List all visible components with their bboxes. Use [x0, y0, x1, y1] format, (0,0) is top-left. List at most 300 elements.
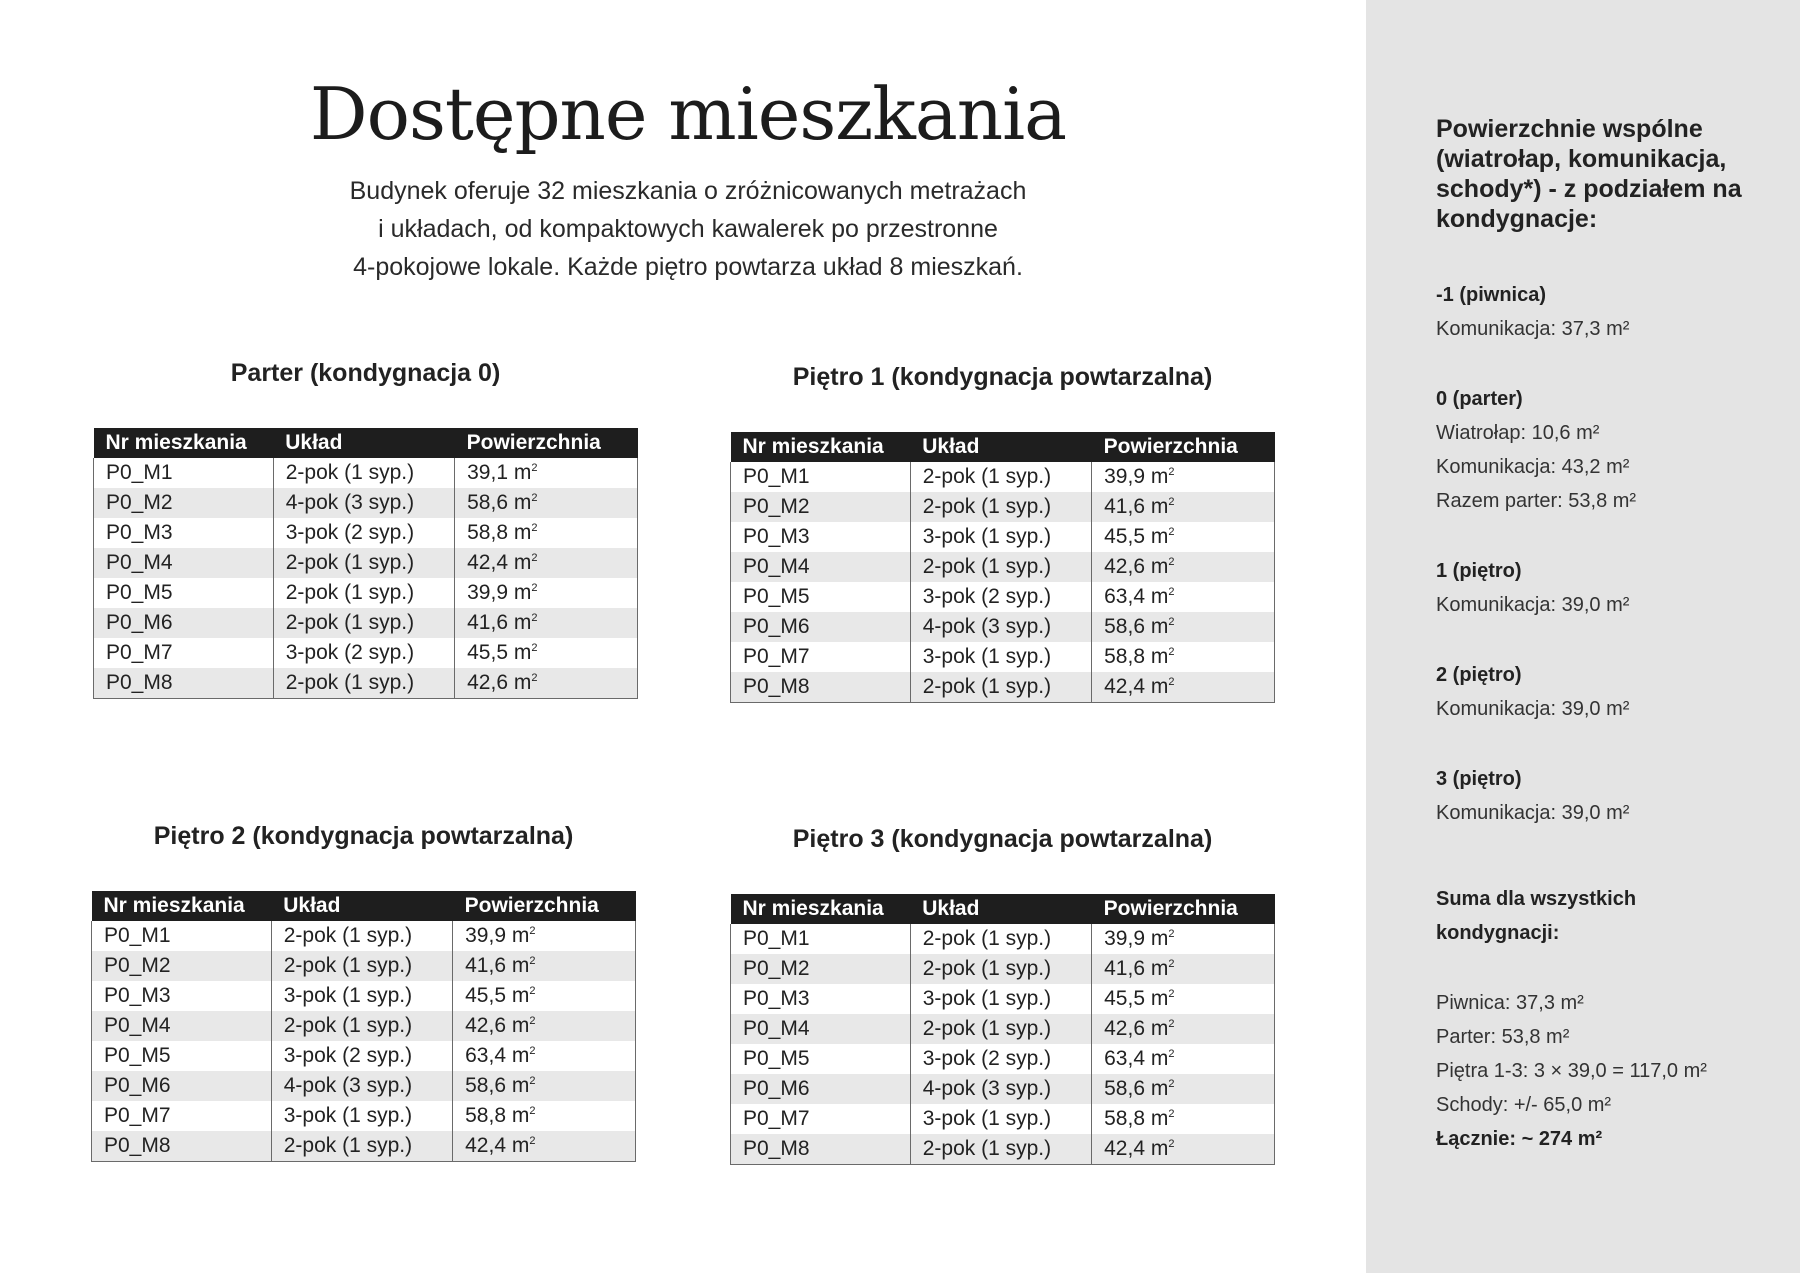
- cell-value: P0_M4: [106, 551, 173, 574]
- cell-value: P0_M8: [106, 671, 173, 694]
- area-unit-exponent: 2: [531, 522, 538, 534]
- table-row: [92, 951, 636, 981]
- apartment-area: [453, 1101, 636, 1131]
- cell-value: 58,6: [1104, 615, 1145, 638]
- area-unit-exponent: 2: [1168, 928, 1175, 940]
- apartment-area: [1092, 552, 1275, 582]
- area-unit-exponent: 2: [1168, 496, 1175, 508]
- apartment-id: [731, 552, 911, 582]
- area-unit-exponent: 2: [1168, 556, 1175, 568]
- area-unit-exponent: 2: [531, 672, 538, 684]
- apartment-id: [94, 488, 274, 518]
- apartment-id: [94, 608, 274, 638]
- cell-value: P0_M3: [743, 525, 810, 548]
- table-row: [92, 921, 636, 951]
- column-header: Układ: [910, 432, 1091, 462]
- cell-value: 3-pok (1 syp.): [922, 987, 1052, 1010]
- floor-heading: 2 (piętro): [1436, 664, 1522, 686]
- common-areas-sidebar: [1366, 0, 1800, 1273]
- intro-line: i układach, od kompaktowych kawalerek po przestronne: [378, 215, 998, 243]
- apartment-layout: [271, 921, 452, 951]
- cell-value: 2-pok (1 syp.): [283, 1134, 413, 1157]
- summary-line: Schody: +/- 65,0 m²: [1436, 1094, 1612, 1116]
- area-unit-exponent: 2: [1168, 1108, 1175, 1120]
- area-unit: m: [513, 641, 532, 664]
- summary-line: Parter: 53,8 m²: [1436, 1026, 1570, 1048]
- apartment-id: [731, 672, 911, 703]
- column-header: Powierzchnia: [453, 891, 636, 921]
- apartment-area: [455, 488, 638, 518]
- apartment-id: [731, 612, 911, 642]
- intro-text: [288, 172, 1088, 286]
- cell-value: P0_M7: [104, 1104, 171, 1127]
- area-unit: m: [1150, 675, 1169, 698]
- apartments-table: [730, 432, 1275, 703]
- cell-value: 3-pok (2 syp.): [283, 1044, 413, 1067]
- apartment-area: [1092, 582, 1275, 612]
- apartment-area: [1092, 924, 1275, 954]
- apartments-table: [91, 891, 636, 1162]
- cell-value: P0_M1: [106, 461, 173, 484]
- area-unit: m: [511, 1134, 530, 1157]
- cell-value: P0_M1: [743, 927, 810, 950]
- area-unit: m: [513, 581, 532, 604]
- apartment-id: [92, 981, 272, 1011]
- cell-value: P0_M5: [106, 581, 173, 604]
- apartment-layout: [273, 518, 454, 548]
- cell-value: P0_M2: [743, 957, 810, 980]
- apartment-id: [731, 1134, 911, 1165]
- cell-value: 3-pok (1 syp.): [283, 1104, 413, 1127]
- cell-value: P0_M4: [104, 1014, 171, 1037]
- floor-list: [1436, 278, 1760, 830]
- apartment-id: [731, 1104, 911, 1134]
- cell-value: 2-pok (1 syp.): [285, 581, 415, 604]
- cell-value: 63,4: [465, 1044, 506, 1067]
- cell-value: 3-pok (1 syp.): [922, 1107, 1052, 1130]
- table-row: [731, 642, 1275, 672]
- area-unit-exponent: 2: [1168, 1138, 1175, 1150]
- table-row: [731, 1044, 1275, 1074]
- cell-value: 2-pok (1 syp.): [922, 465, 1052, 488]
- apartment-layout: [910, 492, 1091, 522]
- apartment-area: [1092, 522, 1275, 552]
- area-unit-exponent: 2: [1168, 988, 1175, 1000]
- apartment-area: [455, 518, 638, 548]
- apartment-layout: [910, 954, 1091, 984]
- apartment-area: [455, 548, 638, 578]
- apartment-area: [453, 981, 636, 1011]
- apartment-layout: [273, 608, 454, 638]
- cell-value: P0_M7: [106, 641, 173, 664]
- apartment-area: [1092, 462, 1275, 492]
- column-header: Układ: [273, 428, 454, 458]
- cell-value: 42,4: [1104, 675, 1145, 698]
- column-header: Nr mieszkania: [92, 891, 272, 921]
- apartment-layout: [910, 462, 1091, 492]
- apartment-area: [1092, 642, 1275, 672]
- apartment-area: [1092, 1044, 1275, 1074]
- apartment-id: [731, 492, 911, 522]
- table-header-row: [731, 432, 1275, 462]
- apartments-table: [730, 894, 1275, 1165]
- table-row: [731, 462, 1275, 492]
- cell-value: P0_M2: [106, 491, 173, 514]
- area-unit: m: [511, 984, 530, 1007]
- cell-value: 58,8: [1104, 1107, 1145, 1130]
- apartment-id: [92, 951, 272, 981]
- cell-value: P0_M8: [104, 1134, 171, 1157]
- cell-value: 4-pok (3 syp.): [285, 491, 415, 514]
- cell-value: P0_M2: [743, 495, 810, 518]
- apartment-id: [92, 921, 272, 951]
- cell-value: P0_M5: [743, 1047, 810, 1070]
- area-unit-exponent: 2: [529, 1135, 536, 1147]
- summary-line: Piętra 1-3: 3 × 39,0 = 117,0 m²: [1436, 1060, 1707, 1082]
- cell-value: 2-pok (1 syp.): [285, 551, 415, 574]
- area-unit-exponent: 2: [531, 582, 538, 594]
- apartment-id: [92, 1131, 272, 1162]
- column-header: Nr mieszkania: [731, 432, 911, 462]
- cell-value: 63,4: [1104, 1047, 1145, 1070]
- cell-value: 63,4: [1104, 585, 1145, 608]
- column-header: Układ: [271, 891, 452, 921]
- cell-value: P0_M3: [104, 984, 171, 1007]
- table-row: [731, 1074, 1275, 1104]
- page-title: Dostępne mieszkania: [309, 72, 1067, 156]
- apartment-id: [94, 548, 274, 578]
- cell-value: P0_M7: [743, 645, 810, 668]
- apartment-area: [455, 458, 638, 488]
- apartment-layout: [271, 1011, 452, 1041]
- cell-value: P0_M4: [743, 1017, 810, 1040]
- apartment-layout: [271, 951, 452, 981]
- area-unit: m: [1150, 1047, 1169, 1070]
- table-row: [731, 1014, 1275, 1044]
- apartment-id: [92, 1071, 272, 1101]
- cell-value: 39,9: [1104, 465, 1145, 488]
- apartment-id: [94, 518, 274, 548]
- floor-block: [1436, 658, 1760, 726]
- apartment-layout: [273, 578, 454, 608]
- table-row: [92, 1011, 636, 1041]
- table-row: [94, 518, 638, 548]
- cell-value: 45,5: [467, 641, 508, 664]
- apartment-id: [92, 1011, 272, 1041]
- apartment-area: [455, 668, 638, 699]
- column-header: Nr mieszkania: [731, 894, 911, 924]
- apartment-layout: [910, 1074, 1091, 1104]
- area-unit-exponent: 2: [529, 1105, 536, 1117]
- apartment-layout: [273, 548, 454, 578]
- cell-value: 2-pok (1 syp.): [285, 611, 415, 634]
- cell-value: 3-pok (2 syp.): [285, 641, 415, 664]
- area-unit-exponent: 2: [531, 642, 538, 654]
- cell-value: 4-pok (3 syp.): [283, 1074, 413, 1097]
- apartment-area: [455, 578, 638, 608]
- area-unit: m: [1150, 615, 1169, 638]
- cell-value: 3-pok (2 syp.): [922, 1047, 1052, 1070]
- apartment-id: [731, 462, 911, 492]
- floor-block: [1436, 278, 1760, 346]
- floor-block: [1436, 554, 1760, 622]
- apartment-id: [731, 1074, 911, 1104]
- area-unit-exponent: 2: [1168, 616, 1175, 628]
- cell-value: P0_M2: [104, 954, 171, 977]
- cell-value: 58,6: [467, 491, 508, 514]
- section-heading: Piętro 3 (kondygnacja powtarzalna): [792, 825, 1213, 853]
- cell-value: 45,5: [465, 984, 506, 1007]
- table-row: [731, 612, 1275, 642]
- table-row: [92, 981, 636, 1011]
- apartments-table: [93, 428, 638, 699]
- table-row: [94, 638, 638, 668]
- apartment-id: [731, 1014, 911, 1044]
- cell-value: 45,5: [1104, 987, 1145, 1010]
- cell-value: P0_M1: [743, 465, 810, 488]
- apartment-id: [94, 638, 274, 668]
- apartment-layout: [910, 984, 1091, 1014]
- floor-heading: 0 (parter): [1436, 388, 1523, 410]
- cell-value: 39,9: [1104, 927, 1145, 950]
- apartment-layout: [910, 582, 1091, 612]
- cell-value: P0_M7: [743, 1107, 810, 1130]
- area-unit-exponent: 2: [1168, 676, 1175, 688]
- area-unit-exponent: 2: [529, 925, 536, 937]
- cell-value: 42,6: [467, 671, 508, 694]
- floor-area-line: Komunikacja: 39,0 m²: [1436, 594, 1630, 616]
- cell-value: P0_M4: [743, 555, 810, 578]
- apartment-area: [1092, 1074, 1275, 1104]
- apartment-id: [731, 582, 911, 612]
- cell-value: 41,6: [465, 954, 506, 977]
- floor-block: [1436, 762, 1760, 830]
- apartment-area: [1092, 672, 1275, 703]
- section-pietro-1: [730, 362, 1275, 703]
- cell-value: 42,6: [1104, 1017, 1145, 1040]
- cell-value: P0_M5: [743, 585, 810, 608]
- cell-value: P0_M3: [743, 987, 810, 1010]
- cell-value: 2-pok (1 syp.): [285, 671, 415, 694]
- cell-value: 41,6: [1104, 495, 1145, 518]
- table-row: [94, 668, 638, 699]
- table-header-row: [94, 428, 638, 458]
- area-unit-exponent: 2: [1168, 1078, 1175, 1090]
- cell-value: 2-pok (1 syp.): [922, 1017, 1052, 1040]
- cell-value: 4-pok (3 syp.): [922, 615, 1052, 638]
- area-unit: m: [1150, 645, 1169, 668]
- cell-value: 2-pok (1 syp.): [922, 957, 1052, 980]
- area-unit-exponent: 2: [531, 612, 538, 624]
- cell-value: 39,1: [467, 461, 508, 484]
- table-header-row: [92, 891, 636, 921]
- apartment-area: [1092, 1014, 1275, 1044]
- summary-line: Piwnica: 37,3 m²: [1436, 992, 1584, 1014]
- section-heading: Piętro 2 (kondygnacja powtarzalna): [153, 822, 574, 850]
- cell-value: P0_M8: [743, 675, 810, 698]
- table-row: [94, 488, 638, 518]
- area-unit-exponent: 2: [531, 492, 538, 504]
- area-unit: m: [1150, 1137, 1169, 1160]
- apartment-id: [731, 984, 911, 1014]
- cell-value: 58,8: [1104, 645, 1145, 668]
- floor-area-line: Komunikacja: 39,0 m²: [1436, 698, 1630, 720]
- table-row: [92, 1041, 636, 1071]
- table-row: [92, 1131, 636, 1162]
- apartment-id: [731, 522, 911, 552]
- cell-value: 3-pok (1 syp.): [283, 984, 413, 1007]
- cell-value: P0_M6: [743, 1077, 810, 1100]
- area-unit: m: [511, 1044, 530, 1067]
- area-unit-exponent: 2: [529, 985, 536, 997]
- table-row: [94, 458, 638, 488]
- floor-block: [1436, 382, 1760, 518]
- table-row: [92, 1101, 636, 1131]
- area-unit-exponent: 2: [1168, 1018, 1175, 1030]
- area-unit: m: [1150, 585, 1169, 608]
- area-unit: m: [1150, 465, 1169, 488]
- summary-title: Suma dla wszystkich kondygnacji:: [1436, 888, 1637, 944]
- area-unit-exponent: 2: [529, 1075, 536, 1087]
- sidebar-title: Powierzchnie wspólne (wiatrołap, komunikacja, schody*) - z podziałem na kondygnacje:: [1436, 115, 1742, 233]
- floor-heading: 1 (piętro): [1436, 560, 1522, 582]
- section-parter: [93, 358, 638, 699]
- apartment-layout: [273, 488, 454, 518]
- apartment-layout: [271, 1071, 452, 1101]
- floor-heading: -1 (piwnica): [1436, 284, 1547, 306]
- floor-heading: 3 (piętro): [1436, 768, 1522, 790]
- apartment-layout: [910, 1134, 1091, 1165]
- apartment-id: [94, 458, 274, 488]
- apartment-area: [453, 1131, 636, 1162]
- cell-value: 2-pok (1 syp.): [922, 495, 1052, 518]
- area-unit-exponent: 2: [531, 552, 538, 564]
- apartment-area: [453, 1041, 636, 1071]
- area-unit: m: [511, 1074, 530, 1097]
- column-header: Powierzchnia: [1092, 894, 1275, 924]
- table-row: [731, 954, 1275, 984]
- cell-value: 2-pok (1 syp.): [283, 954, 413, 977]
- area-unit: m: [513, 521, 532, 544]
- cell-value: 41,6: [1104, 957, 1145, 980]
- apartment-area: [453, 1071, 636, 1101]
- table-row: [94, 548, 638, 578]
- table-row: [731, 552, 1275, 582]
- cell-value: 2-pok (1 syp.): [283, 924, 413, 947]
- section-heading: Piętro 1 (kondygnacja powtarzalna): [792, 363, 1213, 391]
- cell-value: 2-pok (1 syp.): [283, 1014, 413, 1037]
- area-unit: m: [1150, 987, 1169, 1010]
- area-unit: m: [511, 924, 530, 947]
- summary-list: [1436, 986, 1760, 1156]
- cell-value: 42,6: [465, 1014, 506, 1037]
- area-unit: m: [511, 954, 530, 977]
- cell-value: 58,8: [465, 1104, 506, 1127]
- area-unit: m: [513, 461, 532, 484]
- table-row: [731, 672, 1275, 703]
- apartment-id: [94, 668, 274, 699]
- floor-area-line: Wiatrołap: 10,6 m²: [1436, 422, 1600, 444]
- summary-total: Łącznie: ~ 274 m²: [1436, 1128, 1603, 1150]
- cell-value: P0_M1: [104, 924, 171, 947]
- cell-value: 39,9: [465, 924, 506, 947]
- area-unit: m: [513, 671, 532, 694]
- apartment-layout: [910, 924, 1091, 954]
- apartment-layout: [910, 642, 1091, 672]
- table-row: [94, 608, 638, 638]
- table-header-row: [731, 894, 1275, 924]
- cell-value: 2-pok (1 syp.): [922, 927, 1052, 950]
- cell-value: 39,9: [467, 581, 508, 604]
- area-unit: m: [1150, 957, 1169, 980]
- table-row: [731, 492, 1275, 522]
- area-unit: m: [511, 1104, 530, 1127]
- table-row: [731, 522, 1275, 552]
- area-unit-exponent: 2: [529, 1045, 536, 1057]
- area-unit: m: [513, 551, 532, 574]
- cell-value: 3-pok (2 syp.): [285, 521, 415, 544]
- apartment-id: [731, 924, 911, 954]
- column-header: Powierzchnia: [1092, 432, 1275, 462]
- cell-value: 4-pok (3 syp.): [922, 1077, 1052, 1100]
- apartment-id: [731, 954, 911, 984]
- apartment-id: [731, 642, 911, 672]
- area-unit: m: [513, 491, 532, 514]
- apartment-layout: [271, 981, 452, 1011]
- cell-value: 58,6: [1104, 1077, 1145, 1100]
- table-row: [94, 578, 638, 608]
- apartment-area: [1092, 954, 1275, 984]
- apartment-area: [455, 608, 638, 638]
- cell-value: P0_M8: [743, 1137, 810, 1160]
- intro-line: 4-pokojowe lokale. Każde piętro powtarza układ 8 mieszkań.: [353, 253, 1023, 281]
- table-row: [731, 582, 1275, 612]
- apartment-layout: [271, 1131, 452, 1162]
- area-unit: m: [1150, 525, 1169, 548]
- cell-value: P0_M3: [106, 521, 173, 544]
- apartment-layout: [273, 458, 454, 488]
- area-unit-exponent: 2: [529, 1015, 536, 1027]
- area-unit: m: [1150, 1077, 1169, 1100]
- apartment-area: [1092, 1104, 1275, 1134]
- column-header: Powierzchnia: [455, 428, 638, 458]
- cell-value: 58,6: [465, 1074, 506, 1097]
- cell-value: 3-pok (1 syp.): [922, 525, 1052, 548]
- cell-value: 42,4: [467, 551, 508, 574]
- cell-value: 3-pok (1 syp.): [922, 645, 1052, 668]
- apartment-id: [92, 1101, 272, 1131]
- area-unit-exponent: 2: [1168, 526, 1175, 538]
- cell-value: 2-pok (1 syp.): [922, 675, 1052, 698]
- cell-value: 45,5: [1104, 525, 1145, 548]
- apartment-layout: [271, 1041, 452, 1071]
- apartment-layout: [271, 1101, 452, 1131]
- area-unit-exponent: 2: [1168, 1048, 1175, 1060]
- column-header: Nr mieszkania: [94, 428, 274, 458]
- area-unit-exponent: 2: [1168, 466, 1175, 478]
- apartment-layout: [910, 672, 1091, 703]
- apartment-area: [1092, 612, 1275, 642]
- cell-value: 2-pok (1 syp.): [285, 461, 415, 484]
- apartment-area: [1092, 984, 1275, 1014]
- cell-value: 42,4: [465, 1134, 506, 1157]
- area-unit: m: [511, 1014, 530, 1037]
- area-unit: m: [1150, 1107, 1169, 1130]
- area-unit: m: [1150, 1017, 1169, 1040]
- apartment-layout: [910, 1014, 1091, 1044]
- apartment-area: [455, 638, 638, 668]
- column-header: Układ: [910, 894, 1091, 924]
